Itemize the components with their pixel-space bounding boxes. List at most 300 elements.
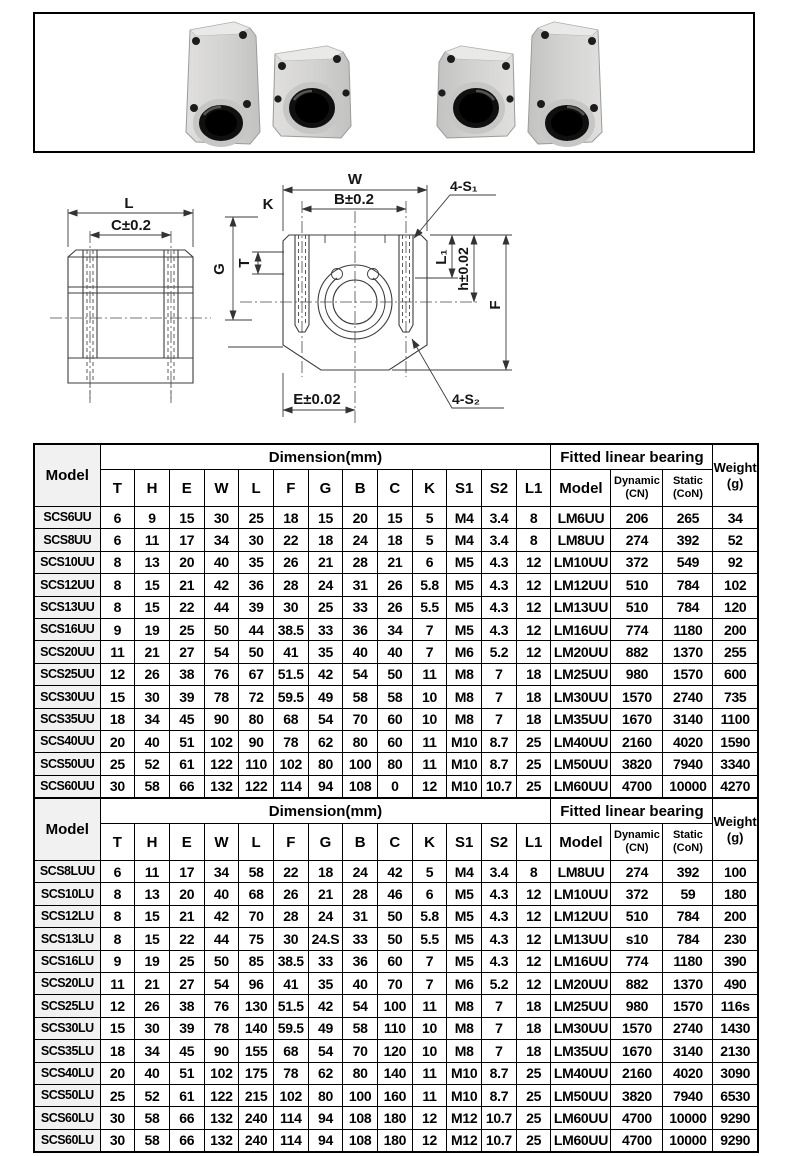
cell-value: 4.3 bbox=[482, 574, 517, 596]
cell-value: 30 bbox=[100, 775, 135, 798]
header-dim-s2: S2 bbox=[482, 824, 517, 861]
cell-value: 7 bbox=[482, 708, 517, 730]
cell-value: 10.7 bbox=[482, 1107, 517, 1129]
cell-value: 490 bbox=[713, 972, 758, 994]
product-photo bbox=[35, 14, 753, 151]
cell-value: 44 bbox=[204, 596, 239, 618]
cell-model: SCS40LU bbox=[34, 1062, 100, 1084]
cell-model: SCS30UU bbox=[34, 686, 100, 708]
cell-value: 50 bbox=[204, 950, 239, 972]
cell-value: 12 bbox=[516, 574, 551, 596]
cell-value: 39 bbox=[169, 1017, 204, 1039]
cell-value: 4700 bbox=[611, 1107, 663, 1129]
cell-model: SCS10LU bbox=[34, 883, 100, 905]
cell-value: 5 bbox=[412, 507, 447, 529]
cell-value: 58 bbox=[343, 686, 378, 708]
cell-value: 31 bbox=[343, 574, 378, 596]
header-dim-l1: L1 bbox=[516, 470, 551, 507]
cell-value: 25 bbox=[516, 1107, 551, 1129]
header-dim-f: F bbox=[273, 824, 308, 861]
cell-value: 10 bbox=[412, 1017, 447, 1039]
cell-value: 8.7 bbox=[482, 1084, 517, 1106]
cell-value: 33 bbox=[308, 618, 343, 640]
cell-bearing-model: LM13UU bbox=[551, 596, 611, 618]
cell-value: 6 bbox=[412, 551, 447, 573]
cell-value: 30 bbox=[273, 928, 308, 950]
cell-value: 15 bbox=[100, 1017, 135, 1039]
cell-value: 774 bbox=[611, 618, 663, 640]
header-dim-s2: S2 bbox=[482, 470, 517, 507]
cell-value: 26 bbox=[378, 596, 413, 618]
cell-value: 4.3 bbox=[482, 883, 517, 905]
header-dim-c: C bbox=[378, 824, 413, 861]
cell-value: 180 bbox=[378, 1107, 413, 1129]
cell-value: 9 bbox=[135, 507, 170, 529]
cell-value: 15 bbox=[308, 507, 343, 529]
cell-model: SCS60UU bbox=[34, 775, 100, 798]
cell-value: 9290 bbox=[713, 1129, 758, 1152]
cell-value: 1670 bbox=[611, 1040, 663, 1062]
cell-model: SCS8LUU bbox=[34, 861, 100, 883]
cell-value: 10 bbox=[412, 686, 447, 708]
cell-value: 50 bbox=[378, 905, 413, 927]
cell-value: 24 bbox=[343, 529, 378, 551]
cell-value: 5.8 bbox=[412, 574, 447, 596]
cell-value: 45 bbox=[169, 708, 204, 730]
cell-value: 24 bbox=[308, 905, 343, 927]
cell-value: 18 bbox=[100, 708, 135, 730]
dim-label-s1: 4-S₁ bbox=[450, 178, 478, 194]
table-row bbox=[34, 551, 758, 573]
cell-value: 51.5 bbox=[273, 995, 308, 1017]
header-dim-t: T bbox=[100, 824, 135, 861]
cell-value: 120 bbox=[713, 596, 758, 618]
cell-value: 25 bbox=[100, 1084, 135, 1106]
cell-value: 160 bbox=[378, 1084, 413, 1106]
cell-value: 78 bbox=[204, 686, 239, 708]
cell-value: 12 bbox=[516, 596, 551, 618]
cell-value: 2740 bbox=[663, 1017, 713, 1039]
cell-value: 13 bbox=[135, 883, 170, 905]
cell-value: 7 bbox=[482, 995, 517, 1017]
cell-value: 59 bbox=[663, 883, 713, 905]
cell-value: 35 bbox=[239, 551, 274, 573]
cell-value: 52 bbox=[713, 529, 758, 551]
cell-value: 58 bbox=[378, 686, 413, 708]
cell-value: M8 bbox=[447, 663, 482, 685]
cell-value: 390 bbox=[713, 950, 758, 972]
cell-model: SCS10UU bbox=[34, 551, 100, 573]
cell-value: 18 bbox=[378, 529, 413, 551]
dim-label-l: L bbox=[124, 195, 134, 212]
cell-value: 80 bbox=[343, 1062, 378, 1084]
cell-value: 15 bbox=[135, 905, 170, 927]
cell-value: 13 bbox=[135, 551, 170, 573]
cell-value: 30 bbox=[135, 686, 170, 708]
bearing-pair-left bbox=[186, 22, 351, 144]
cell-value: 21 bbox=[308, 551, 343, 573]
cell-value: 35 bbox=[308, 972, 343, 994]
cell-value: 30 bbox=[100, 1107, 135, 1129]
cell-value: 26 bbox=[378, 574, 413, 596]
cell-value: 12 bbox=[516, 618, 551, 640]
cell-value: 784 bbox=[663, 905, 713, 927]
cell-value: 132 bbox=[204, 1129, 239, 1152]
cell-value: 80 bbox=[239, 708, 274, 730]
header-static: Static (CoN) bbox=[663, 470, 713, 507]
table-row bbox=[34, 905, 758, 927]
cell-value: 5.2 bbox=[482, 641, 517, 663]
cell-bearing-model: LM60UU bbox=[551, 775, 611, 798]
cell-value: 11 bbox=[100, 972, 135, 994]
cell-value: 35 bbox=[308, 641, 343, 663]
cell-value: 67 bbox=[239, 663, 274, 685]
table-row bbox=[34, 1107, 758, 1129]
bearing-pair-right bbox=[437, 22, 602, 144]
cell-value: 110 bbox=[239, 753, 274, 775]
header-dim-f: F bbox=[273, 470, 308, 507]
cell-value: 28 bbox=[273, 574, 308, 596]
table-row bbox=[34, 574, 758, 596]
cell-value: 274 bbox=[611, 529, 663, 551]
cell-value: 50 bbox=[378, 928, 413, 950]
cell-value: 200 bbox=[713, 905, 758, 927]
table-row bbox=[34, 928, 758, 950]
cell-model: SCS60LU bbox=[34, 1129, 100, 1152]
header-dim-l: L bbox=[239, 824, 274, 861]
cell-value: 59.5 bbox=[273, 686, 308, 708]
cell-bearing-model: LM50UU bbox=[551, 1084, 611, 1106]
cell-value: 34 bbox=[204, 529, 239, 551]
cell-value: 49 bbox=[308, 686, 343, 708]
cell-value: 10 bbox=[412, 1040, 447, 1062]
cell-value: 30 bbox=[100, 1129, 135, 1152]
cell-value: 30 bbox=[204, 507, 239, 529]
cell-value: 8 bbox=[100, 596, 135, 618]
spec-table-lu bbox=[33, 797, 759, 1153]
header-dim-h: H bbox=[135, 470, 170, 507]
cell-value: 70 bbox=[343, 1040, 378, 1062]
header-model: Model bbox=[34, 798, 100, 861]
cell-value: 22 bbox=[169, 928, 204, 950]
cell-bearing-model: LM20UU bbox=[551, 641, 611, 663]
cell-value: 4020 bbox=[663, 1062, 713, 1084]
cell-bearing-model: LM30UU bbox=[551, 686, 611, 708]
cell-value: 25 bbox=[100, 753, 135, 775]
cell-value: 4.3 bbox=[482, 928, 517, 950]
cell-bearing-model: LM8UU bbox=[551, 861, 611, 883]
table-row bbox=[34, 507, 758, 529]
cell-value: M12 bbox=[447, 1107, 482, 1129]
cell-value: 24 bbox=[308, 574, 343, 596]
cell-value: 7 bbox=[412, 641, 447, 663]
cell-value: 7940 bbox=[663, 753, 713, 775]
cell-value: 11 bbox=[100, 641, 135, 663]
cell-value: 85 bbox=[239, 950, 274, 972]
cell-value: 59.5 bbox=[273, 1017, 308, 1039]
cell-value: 78 bbox=[273, 730, 308, 752]
cell-value: 114 bbox=[273, 775, 308, 798]
header-dim-e: E bbox=[169, 824, 204, 861]
cell-value: 70 bbox=[343, 708, 378, 730]
cell-value: 3.4 bbox=[482, 529, 517, 551]
cell-value: 28 bbox=[343, 883, 378, 905]
header-fitted-group: Fitted linear bearing bbox=[551, 444, 713, 470]
header-dimension-group: Dimension(mm) bbox=[100, 444, 551, 470]
cell-value: 12 bbox=[100, 995, 135, 1017]
cell-value: 100 bbox=[343, 753, 378, 775]
cell-value: 42 bbox=[378, 861, 413, 883]
dim-label-s2: 4-S₂ bbox=[452, 391, 481, 407]
cell-value: 5.8 bbox=[412, 905, 447, 927]
cell-value: 51 bbox=[169, 1062, 204, 1084]
cell-value: 51 bbox=[169, 730, 204, 752]
cell-value: 392 bbox=[663, 861, 713, 883]
cell-value: 7 bbox=[482, 686, 517, 708]
spec-table-uu bbox=[33, 443, 759, 799]
cell-value: 54 bbox=[204, 641, 239, 663]
cell-value: 90 bbox=[204, 1040, 239, 1062]
cell-value: 30 bbox=[135, 1017, 170, 1039]
cell-value: 52 bbox=[135, 1084, 170, 1106]
cell-value: 1670 bbox=[611, 708, 663, 730]
cell-value: 215 bbox=[239, 1084, 274, 1106]
cell-value: 7 bbox=[482, 663, 517, 685]
cell-value: 240 bbox=[239, 1129, 274, 1152]
cell-bearing-model: LM13UU bbox=[551, 928, 611, 950]
table-row bbox=[34, 686, 758, 708]
cell-value: 25 bbox=[516, 753, 551, 775]
dim-label-f: F bbox=[487, 300, 504, 310]
cell-value: 11 bbox=[135, 861, 170, 883]
cell-value: 34 bbox=[135, 708, 170, 730]
cell-value: 54 bbox=[308, 708, 343, 730]
header-dim-s1: S1 bbox=[447, 470, 482, 507]
cell-value: 12 bbox=[100, 663, 135, 685]
cell-value: 12 bbox=[412, 1129, 447, 1152]
cell-value: 12 bbox=[516, 928, 551, 950]
spec-table-uu-wrap bbox=[33, 443, 759, 799]
cell-value: 58 bbox=[343, 1017, 378, 1039]
cell-value: 28 bbox=[273, 905, 308, 927]
table-row bbox=[34, 861, 758, 883]
cell-value: 2160 bbox=[611, 1062, 663, 1084]
cell-value: M4 bbox=[447, 507, 482, 529]
table-row bbox=[34, 596, 758, 618]
cell-bearing-model: LM40UU bbox=[551, 730, 611, 752]
cell-value: 18 bbox=[516, 663, 551, 685]
cell-value: 25 bbox=[169, 618, 204, 640]
cell-value: 36 bbox=[343, 618, 378, 640]
header-dim-g: G bbox=[308, 824, 343, 861]
cell-bearing-model: LM20UU bbox=[551, 972, 611, 994]
cell-value: 102 bbox=[713, 574, 758, 596]
cell-value: 132 bbox=[204, 1107, 239, 1129]
cell-value: 8 bbox=[516, 861, 551, 883]
cell-value: 80 bbox=[308, 753, 343, 775]
cell-value: M10 bbox=[447, 730, 482, 752]
cell-value: 12 bbox=[516, 883, 551, 905]
cell-value: 20 bbox=[343, 507, 378, 529]
cell-bearing-model: LM6UU bbox=[551, 507, 611, 529]
table-row bbox=[34, 995, 758, 1017]
cell-value: 94 bbox=[308, 1107, 343, 1129]
cell-model: SCS16LU bbox=[34, 950, 100, 972]
cell-value: 122 bbox=[239, 775, 274, 798]
dim-label-h: h±0.02 bbox=[455, 247, 471, 291]
cell-value: 120 bbox=[378, 1040, 413, 1062]
cell-value: 1180 bbox=[663, 950, 713, 972]
cell-model: SCS25LU bbox=[34, 995, 100, 1017]
cell-model: SCS13LU bbox=[34, 928, 100, 950]
cell-value: 19 bbox=[135, 618, 170, 640]
cell-value: M10 bbox=[447, 775, 482, 798]
cell-value: 15 bbox=[135, 596, 170, 618]
cell-value: 66 bbox=[169, 1107, 204, 1129]
cell-value: 39 bbox=[239, 596, 274, 618]
cell-value: 94 bbox=[308, 1129, 343, 1152]
header-dim-h: H bbox=[135, 824, 170, 861]
cell-value: 10000 bbox=[663, 1107, 713, 1129]
cell-model: SCS20UU bbox=[34, 641, 100, 663]
cell-value: 20 bbox=[100, 1062, 135, 1084]
cell-value: 41 bbox=[273, 641, 308, 663]
cell-value: 108 bbox=[343, 1129, 378, 1152]
cell-value: 42 bbox=[204, 574, 239, 596]
cell-value: 4.3 bbox=[482, 950, 517, 972]
cell-bearing-model: LM30UU bbox=[551, 1017, 611, 1039]
cell-value: 80 bbox=[378, 753, 413, 775]
cell-value: 20 bbox=[169, 551, 204, 573]
header-fitted-model: Model bbox=[551, 824, 611, 861]
cell-value: 392 bbox=[663, 529, 713, 551]
cell-value: 265 bbox=[663, 507, 713, 529]
cell-value: 140 bbox=[239, 1017, 274, 1039]
cell-value: 21 bbox=[135, 972, 170, 994]
cell-value: M10 bbox=[447, 753, 482, 775]
cell-value: 2160 bbox=[611, 730, 663, 752]
cell-value: 58 bbox=[239, 861, 274, 883]
cell-value: 33 bbox=[308, 950, 343, 972]
cell-value: 15 bbox=[135, 928, 170, 950]
cell-value: 25 bbox=[239, 507, 274, 529]
cell-value: 34 bbox=[204, 861, 239, 883]
cell-value: 90 bbox=[204, 708, 239, 730]
cell-value: 140 bbox=[378, 1062, 413, 1084]
cell-value: 18 bbox=[516, 686, 551, 708]
cell-value: 17 bbox=[169, 861, 204, 883]
cell-value: 15 bbox=[378, 507, 413, 529]
cell-value: 102 bbox=[204, 1062, 239, 1084]
table-row bbox=[34, 883, 758, 905]
cell-value: 38.5 bbox=[273, 950, 308, 972]
cell-model: SCS40UU bbox=[34, 730, 100, 752]
cell-value: 5 bbox=[412, 861, 447, 883]
cell-value: 4.3 bbox=[482, 905, 517, 927]
cell-value: 21 bbox=[169, 905, 204, 927]
cell-model: SCS8UU bbox=[34, 529, 100, 551]
cell-value: 114 bbox=[273, 1129, 308, 1152]
cell-value: 50 bbox=[204, 618, 239, 640]
table-row bbox=[34, 1129, 758, 1152]
cell-value: 51.5 bbox=[273, 663, 308, 685]
cell-value: 132 bbox=[204, 775, 239, 798]
cell-bearing-model: LM16UU bbox=[551, 950, 611, 972]
cell-value: 24.S bbox=[308, 928, 343, 950]
cell-value: 110 bbox=[378, 1017, 413, 1039]
cell-value: 5.2 bbox=[482, 972, 517, 994]
cell-value: 11 bbox=[412, 663, 447, 685]
header-fitted-model: Model bbox=[551, 470, 611, 507]
cell-value: 66 bbox=[169, 775, 204, 798]
cell-value: 5.5 bbox=[412, 928, 447, 950]
cell-value: 6 bbox=[412, 883, 447, 905]
cell-value: 4700 bbox=[611, 1129, 663, 1152]
cell-value: 75 bbox=[239, 928, 274, 950]
header-fitted-group: Fitted linear bearing bbox=[551, 798, 713, 824]
cell-value: 22 bbox=[273, 529, 308, 551]
cell-value: 510 bbox=[611, 905, 663, 927]
cell-value: 100 bbox=[713, 861, 758, 883]
cell-value: 4.3 bbox=[482, 596, 517, 618]
cell-value: 25 bbox=[308, 596, 343, 618]
cell-value: 8.7 bbox=[482, 730, 517, 752]
cell-value: M4 bbox=[447, 529, 482, 551]
cell-value: 60 bbox=[378, 730, 413, 752]
cell-value: 8 bbox=[100, 905, 135, 927]
cell-value: 34 bbox=[378, 618, 413, 640]
cell-model: SCS12LU bbox=[34, 905, 100, 927]
cell-value: 735 bbox=[713, 686, 758, 708]
cell-value: 510 bbox=[611, 596, 663, 618]
dim-label-g: G bbox=[211, 263, 228, 275]
cell-value: 1370 bbox=[663, 972, 713, 994]
dim-label-b: B±0.2 bbox=[334, 191, 374, 208]
cell-value: M5 bbox=[447, 574, 482, 596]
cell-value: 44 bbox=[239, 618, 274, 640]
cell-value: 26 bbox=[135, 663, 170, 685]
cell-value: 4270 bbox=[713, 775, 758, 798]
cell-value: 122 bbox=[204, 1084, 239, 1106]
header-dimension-group: Dimension(mm) bbox=[100, 798, 551, 824]
cell-value: 11 bbox=[412, 730, 447, 752]
cell-value: 26 bbox=[135, 995, 170, 1017]
cell-value: 784 bbox=[663, 928, 713, 950]
cell-value: M6 bbox=[447, 641, 482, 663]
table-row bbox=[34, 972, 758, 994]
cell-value: 206 bbox=[611, 507, 663, 529]
cell-value: 175 bbox=[239, 1062, 274, 1084]
cell-value: 25 bbox=[516, 775, 551, 798]
cell-value: 40 bbox=[135, 1062, 170, 1084]
cell-value: 22 bbox=[169, 596, 204, 618]
cell-value: 784 bbox=[663, 596, 713, 618]
dim-label-c: C±0.2 bbox=[111, 217, 151, 234]
cell-value: 66 bbox=[169, 1129, 204, 1152]
cell-value: 19 bbox=[135, 950, 170, 972]
cell-value: 41 bbox=[273, 972, 308, 994]
cell-value: 3340 bbox=[713, 753, 758, 775]
cell-value: 11 bbox=[412, 1062, 447, 1084]
cell-value: 80 bbox=[343, 730, 378, 752]
cell-value: 20 bbox=[100, 730, 135, 752]
cell-value: s10 bbox=[611, 928, 663, 950]
cell-value: 92 bbox=[713, 551, 758, 573]
header-dim-k: K bbox=[412, 470, 447, 507]
cell-value: 42 bbox=[204, 905, 239, 927]
cell-value: 39 bbox=[169, 686, 204, 708]
cell-value: 600 bbox=[713, 663, 758, 685]
